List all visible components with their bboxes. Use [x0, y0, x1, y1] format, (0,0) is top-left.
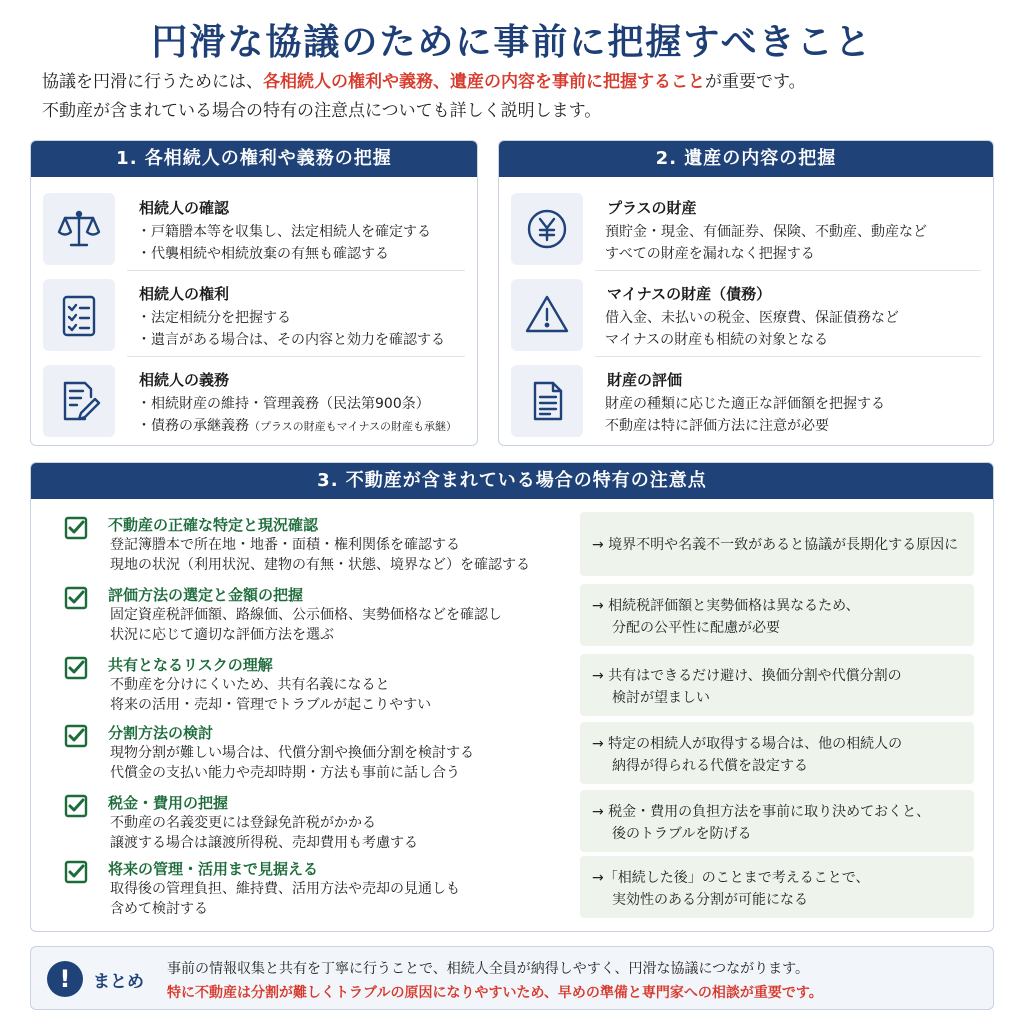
note-line: → 境界不明や名義不一致があると協議が長期化する原因に — [592, 537, 959, 553]
checklist-line: 代償金の支払い能力や売却時期・方法も事前に話し合う — [110, 765, 460, 781]
checklist-line: 現物分割が難しい場合は、代償分割や換価分割を検討する — [110, 745, 474, 761]
checkbox-icon — [64, 724, 88, 748]
note-line: → 相続税評価額と実勢価格は異なるため、 — [592, 598, 860, 614]
summary-label: まとめ — [93, 972, 144, 992]
item-line-text: ・債務の承継義務 — [137, 418, 249, 434]
item-line: ・遺言がある場合は、その内容と効力を確認する — [137, 332, 445, 348]
scales-icon — [43, 193, 115, 265]
checkbox-icon — [64, 516, 88, 540]
item-line: 借入金、未払いの税金、医療費、保証債務など — [605, 310, 899, 326]
list-item — [41, 357, 467, 441]
note-line: 検討が望ましい — [612, 690, 710, 706]
checklist-title: 税金・費用の把握 — [108, 794, 229, 812]
intro-highlight: 各相続人の権利や義務、遺産の内容を事前に把握すること — [263, 72, 705, 92]
intro-text-end: が重要です。 — [705, 72, 806, 92]
checklist-line: 不動産を分けにくいため、共有名義になると — [110, 677, 390, 693]
item-title: プラスの財産 — [607, 199, 697, 217]
checklist-title: 将来の管理・活用まで見据える — [108, 860, 319, 878]
checklist-line: 取得後の管理負担、維持費、活用方法や売却の見通しも — [110, 881, 460, 897]
intro-text: 協議を円滑に行うためには、 — [42, 72, 263, 92]
intro-line-2: 不動産が含まれている場合の特有の注意点についても詳しく説明します。 — [42, 101, 602, 121]
checklist-line: 現地の状況（利用状況、建物の有無・状態、境界など）を確認する — [110, 557, 530, 573]
item-line: ・相続財産の維持・管理義務（民法第900条） — [137, 396, 430, 412]
yen-coin-icon — [511, 193, 583, 265]
document-pen-icon — [43, 365, 115, 437]
item-note: （プラスの財産もマイナスの財産も承継） — [249, 420, 458, 433]
section-estate-contents — [498, 140, 994, 446]
note-line: →「相続した後」のことまで考えることで、 — [592, 870, 870, 886]
list-item — [509, 357, 983, 441]
warning-icon — [511, 279, 583, 351]
checklist-title: 共有となるリスクの理解 — [108, 656, 273, 674]
section-heading: 2. 遺産の内容の把握 — [499, 141, 993, 177]
checklist-item — [64, 858, 564, 918]
note-box — [580, 512, 974, 576]
note-box — [580, 654, 974, 716]
note-line: 実効性のある分割が可能になる — [612, 892, 808, 908]
checklist-line: 状況に応じて適切な評価方法を選ぶ — [110, 627, 334, 643]
item-title: 相続人の義務 — [139, 371, 230, 389]
note-box — [580, 722, 974, 784]
checklist-line: 不動産の名義変更には登録免許税がかかる — [110, 815, 376, 831]
page-title: 円滑な協議のために事前に把握すべきこと — [151, 22, 873, 63]
item-line — [137, 415, 457, 435]
checkbox-icon — [64, 860, 88, 884]
checkbox-icon — [64, 586, 88, 610]
list-item — [41, 271, 467, 355]
checkbox-icon — [64, 794, 88, 818]
note-line: → 共有はできるだけ避け、換価分割や代償分割の — [592, 668, 902, 684]
item-title: マイナスの財産（債務） — [607, 285, 772, 303]
summary-box — [30, 946, 994, 1010]
checklist-item — [64, 792, 564, 852]
checklist-line: 譲渡する場合は譲渡所得税、売却費用も考慮する — [110, 835, 418, 851]
note-box — [580, 790, 974, 852]
list-item — [41, 185, 467, 269]
note-line: 後のトラブルを防げる — [612, 826, 752, 842]
item-line: ・代襲相続や相続放棄の有無も確認する — [137, 246, 389, 262]
checkbox-icon — [64, 656, 88, 680]
item-line: ・戸籍謄本等を収集し、法定相続人を確定する — [137, 224, 431, 240]
item-title: 相続人の確認 — [139, 199, 230, 217]
checklist-title: 評価方法の選定と金額の把握 — [108, 586, 304, 604]
note-line: 納得が得られる代償を設定する — [612, 758, 808, 774]
summary-line-2: 特に不動産は分割が難しくトラブルの原因になりやすいため、早めの準備と専門家への相談が重要です。 — [167, 985, 823, 1001]
note-line: → 税金・費用の負担方法を事前に取り決めておくと、 — [592, 804, 931, 820]
checklist-line: 登記簿謄本で所在地・地番・面積・権利関係を確認する — [110, 537, 460, 553]
checklist-line: 含めて検討する — [110, 901, 208, 917]
item-line: 財産の種類に応じた適正な評価額を把握する — [605, 396, 885, 412]
summary-line-1: 事前の情報収集と共有を丁寧に行うことで、相続人全員が納得しやすく、円滑な協議につながります。 — [167, 961, 810, 977]
checklist-item — [64, 654, 564, 714]
item-line: 不動産は特に評価方法に注意が必要 — [605, 418, 829, 434]
list-item — [509, 271, 983, 355]
note-box — [580, 856, 974, 918]
exclamation-icon: ! — [47, 961, 83, 997]
checklist-title: 分割方法の検討 — [108, 724, 214, 742]
checklist-icon — [43, 279, 115, 351]
checklist-line: 将来の活用・売却・管理でトラブルが起こりやすい — [110, 697, 432, 713]
section-heading: 1. 各相続人の権利や義務の把握 — [31, 141, 477, 177]
checklist-title: 不動産の正確な特定と現況確認 — [108, 516, 319, 534]
intro — [42, 68, 1002, 126]
item-title: 相続人の権利 — [139, 285, 230, 303]
checklist-item — [64, 584, 564, 644]
note-box — [580, 584, 974, 646]
item-line: マイナスの財産も相続の対象となる — [605, 332, 829, 348]
section-heading: 3. 不動産が含まれている場合の特有の注意点 — [31, 463, 993, 499]
checklist-item — [64, 514, 564, 574]
item-title: 財産の評価 — [607, 371, 683, 389]
list-item — [509, 185, 983, 269]
item-line: ・法定相続分を把握する — [137, 310, 291, 326]
note-line: 分配の公平性に配慮が必要 — [612, 620, 780, 636]
item-line: 預貯金・現金、有価証券、保険、不動産、動産など — [605, 224, 927, 240]
checklist-line: 固定資産税評価額、路線価、公示価格、実勢価格などを確認し — [110, 607, 502, 623]
document-icon — [511, 365, 583, 437]
section-rights-duties — [30, 140, 478, 446]
checklist-item — [64, 722, 564, 782]
item-line: すべての財産を漏れなく把握する — [605, 246, 815, 262]
note-line: → 特定の相続人が取得する場合は、他の相続人の — [592, 736, 903, 752]
